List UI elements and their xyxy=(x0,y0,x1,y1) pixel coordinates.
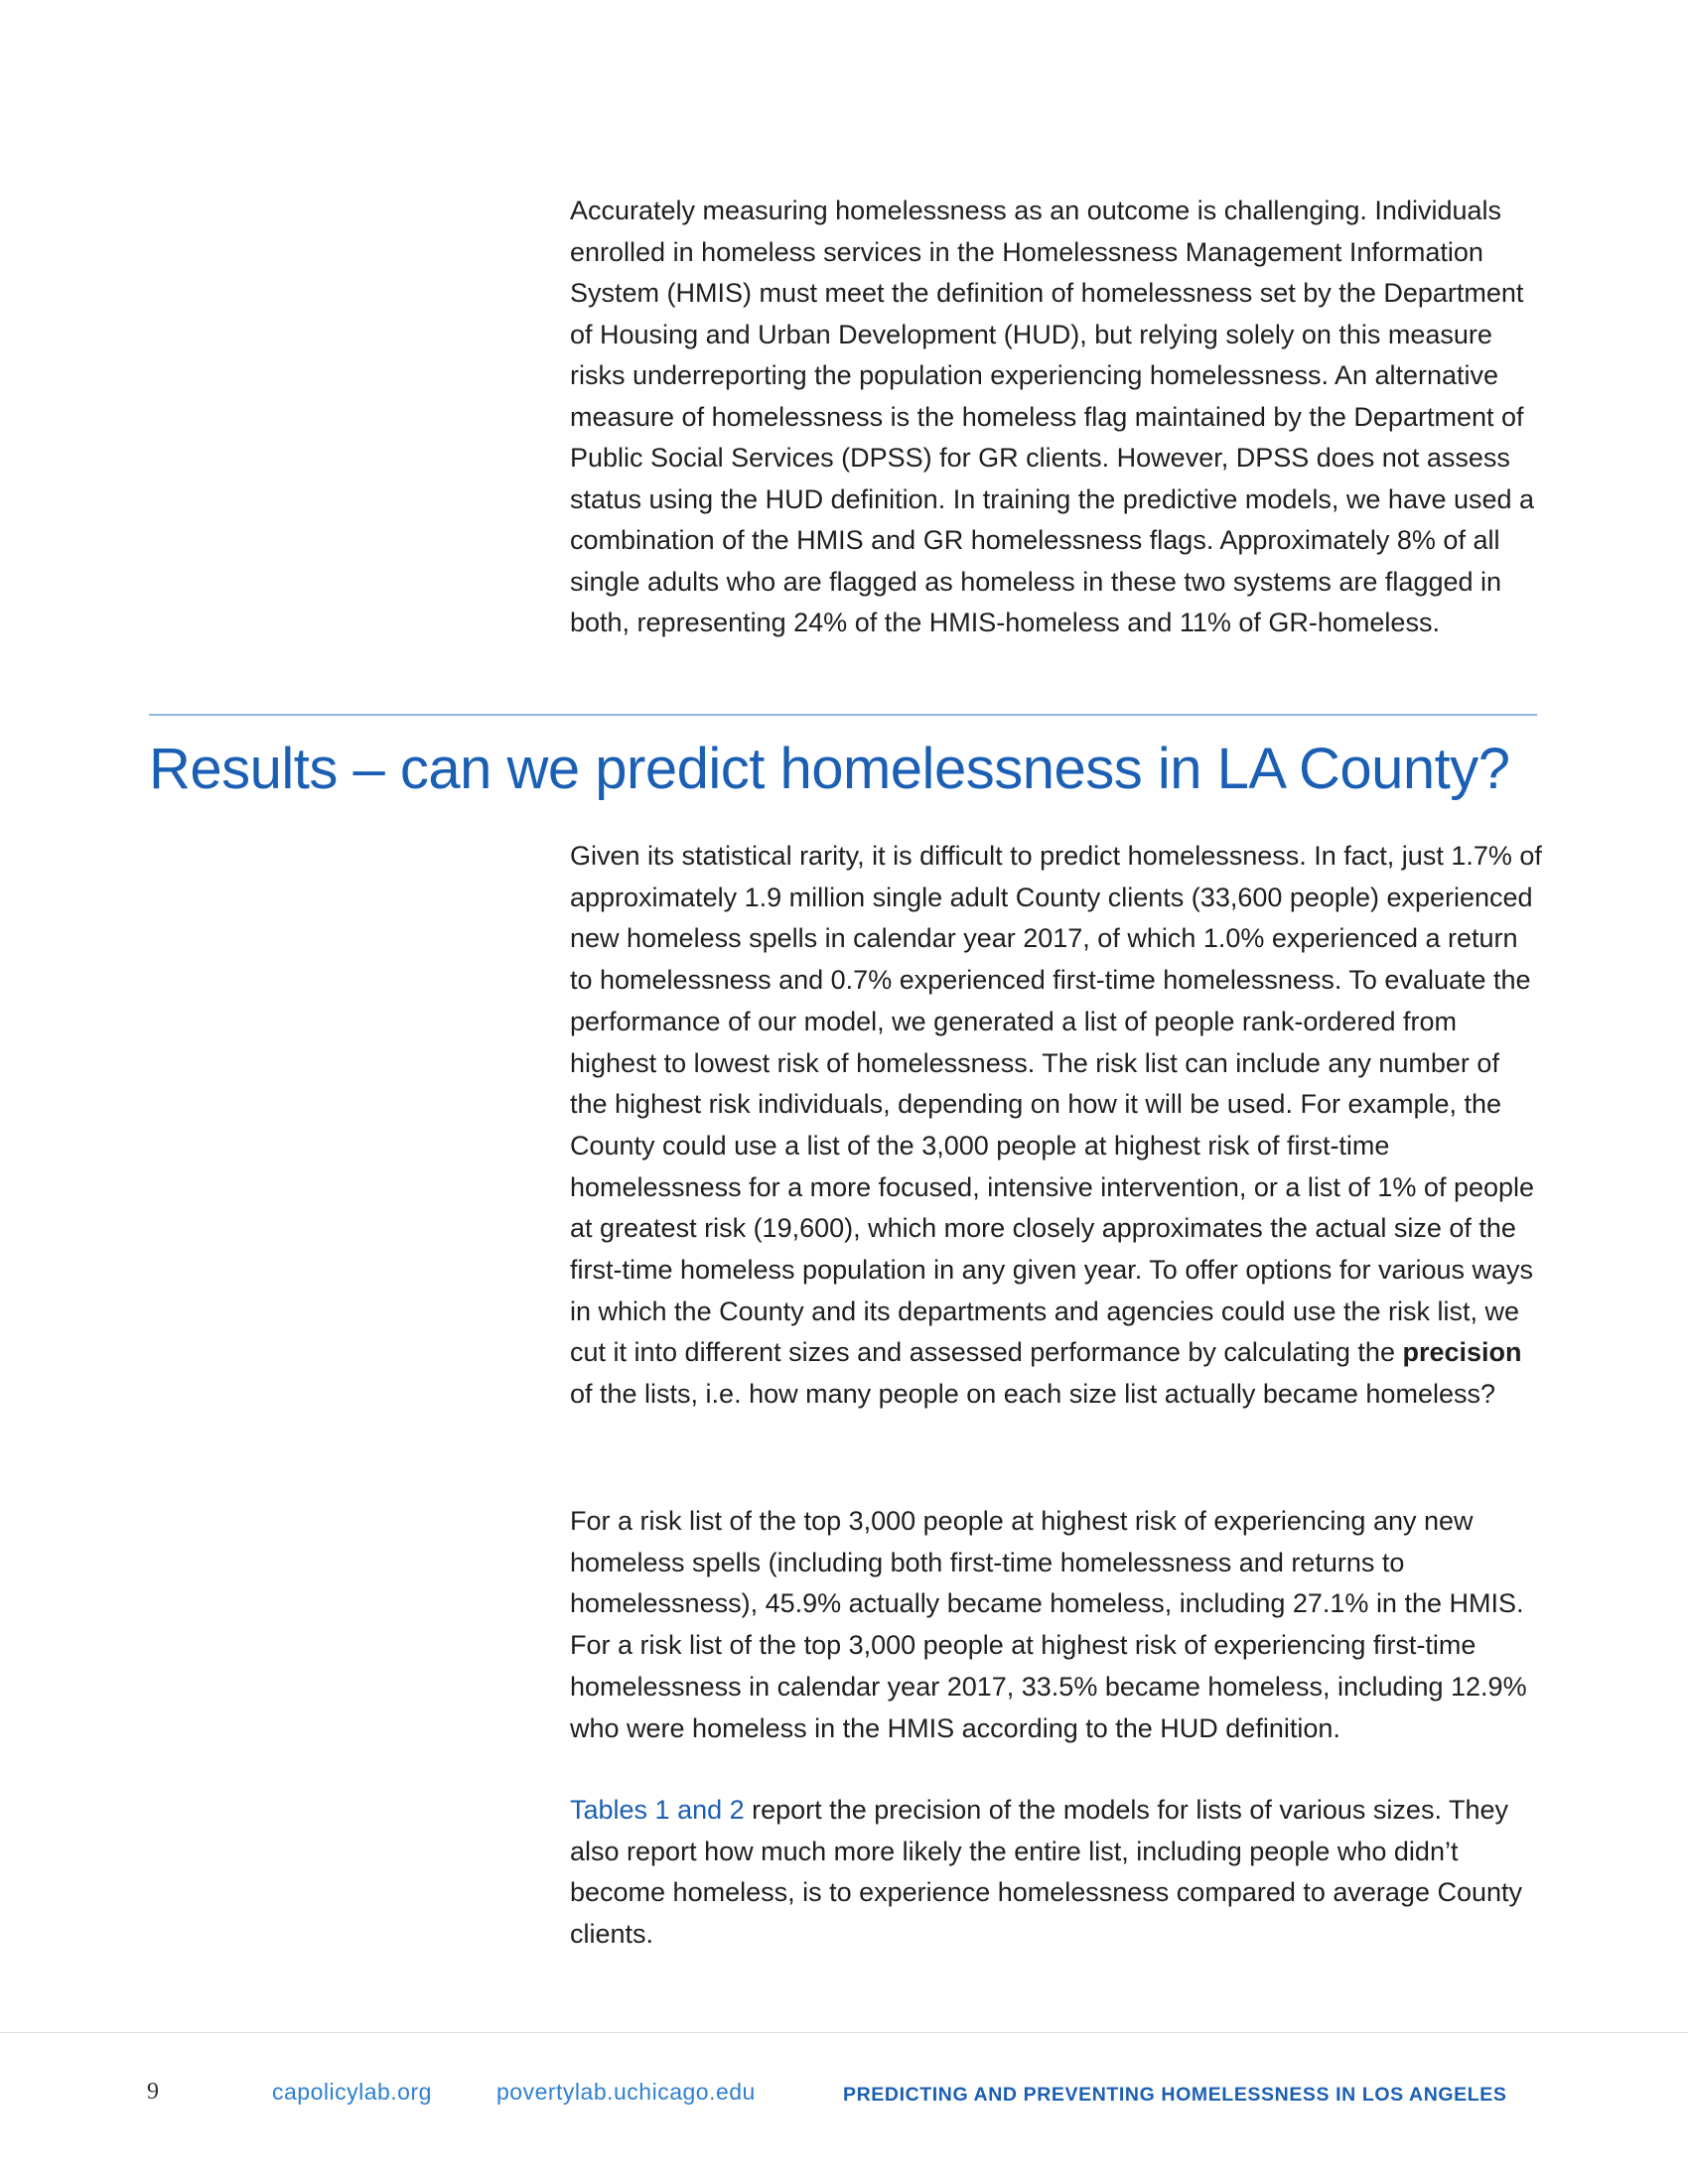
capolicylab-link[interactable]: capolicylab.org xyxy=(272,2079,432,2105)
results-paragraph-1 xyxy=(570,836,1543,1416)
precision-term: precision xyxy=(1402,1337,1522,1368)
intro-paragraph: Accurately measuring homelessness as an outcome is challenging. Individuals enrolled in homeless services in the Homelessness Management Information System (HMIS) must meet the definition of homelessness set by the Department of Housing and Urban Development (HUD), but relying solely on this measure risks underreporting the population experiencing homelessness. An alternative measure of homelessness is the homeless flag maintained by the Department of Public Social Services (DPSS) for GR clients. However, DPSS does not assess status using the HUD definition. In training the predictive models, we have used a combination of the HMIS and GR homelessness flags. Approximately 8% of all single adults who are flagged as homeless in these two systems are flagged in both, representing 24% of the HMIS-homeless and 11% of GR-homeless. xyxy=(570,196,1535,637)
paragraph-1-text-a: Given its statistical rarity, it is difficult to predict homelessness. In fact, just 1.7% of approximately 1.9 million single adult County clients (33,600 people) experienced new homeless spells in calendar year 2017, of which 1.0% experienced a return to homelessness and 0.7% experienced first-time homelessness. To evaluate the performance of our model, we generated a list of people rank-ordered from highest to lowest risk of homelessness. The risk list can include any number of the highest risk individuals, depending on how it will be used. For example, the County could use a list of the 3,000 people at highest risk of first-time homelessness for a more focused, intensive intervention, or a list of 1% of people at greatest risk (19,600), which more closely approximates the actual size of the first-time homeless population in any given year. To offer options for various ways in which the County and its departments and agencies could use the risk list, we cut it into different sizes and assessed performance by calculating the xyxy=(570,841,1542,1368)
footer-divider xyxy=(0,2032,1688,2033)
results-paragraph-2: For a risk list of the top 3,000 people at highest risk of experiencing any new homeless spells (including both first-time homelessness and returns to homelessness), 45.9% actually became homeless, including 27.1% in the HMIS. For a risk list of the top 3,000 people at highest risk of experiencing first-time homelessness in calendar year 2017, 33.5% became homeless, including 12.9% who were homeless in the HMIS according to the HUD definition. xyxy=(570,1506,1527,1743)
results-paragraph-3 xyxy=(570,1790,1543,1956)
page-number: 9 xyxy=(147,2079,159,2105)
tables-reference-link[interactable]: Tables 1 and 2 xyxy=(570,1795,745,1825)
report-title: PREDICTING AND PREVENTING HOMELESSNESS IN LOS ANGELES xyxy=(843,2084,1507,2106)
section-heading: Results – can we predict homelessness in LA County? xyxy=(149,737,1510,801)
paragraph-1-text-b: of the lists, i.e. how many people on each size list actually became homeless? xyxy=(570,1379,1495,1410)
section-divider xyxy=(149,714,1537,716)
paragraph-3-text: report the precision of the models for lists of various sizes. They also report how much more likely the entire list, including people who didn’t become homeless, is to experience homelessness compared to average County clients. xyxy=(570,1795,1523,1950)
povertylab-link[interactable]: povertylab.uchicago.edu xyxy=(496,2079,756,2105)
